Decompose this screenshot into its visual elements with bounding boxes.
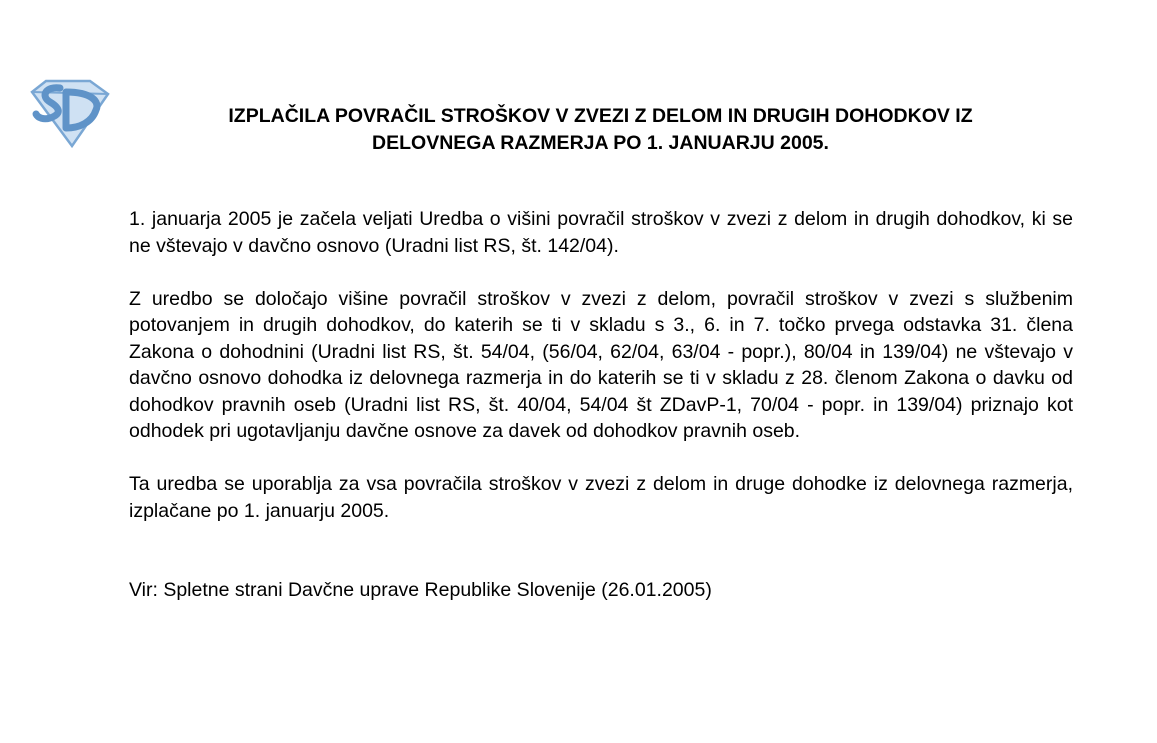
source-note: Vir: Spletne strani Davčne uprave Republike Slovenije (26.01.2005)	[129, 579, 712, 601]
document-body	[129, 206, 1073, 630]
sd-diamond-logo-icon	[26, 78, 112, 150]
paragraph-3: Ta uredba se uporablja za vsa povračila stroškov v zvezi z delom in druge dohodke iz delovnega razmerja, izplačane po 1. januarju 2005.	[129, 473, 1073, 522]
title-line-2: DELOVNEGA RAZMERJA PO 1. JANUARJU 2005.	[372, 132, 829, 154]
document-title	[128, 103, 1073, 157]
title-line-1: IZPLAČILA POVRAČIL STROŠKOV V ZVEZI Z DELOM IN DRUGIH DOHODKOV IZ	[228, 105, 973, 127]
paragraph-1: 1. januarja 2005 je začela veljati Uredba o višini povračil stroškov v zvezi z delom in drugih dohodkov, ki se ne vštevajo v davčno osnovo (Uradni list RS, št. 142/04).	[129, 208, 1073, 257]
paragraph-2: Z uredbo se določajo višine povračil stroškov v zvezi z delom, povračil stroškov v zvezi s službenim potovanjem in drugih dohodkov, do katerih se ti v skladu s 3., 6. in 7. točko prvega odstavka 31. člena Zakona o dohodnini (Uradni list RS, št. 54/04, (56/04, 62/04, 63/04 - popr.), 80/04 in 139/04) ne vštevajo v davčno osnovo dohodka iz delovnega razmerja in do katerih se ti v skladu z 28. členom Zakona o davku od dohodkov pravnih oseb (Uradni list RS, št. 40/04, 54/04 št ZDavP-1, 70/04 - popr. in 139/04) priznajo kot odhodek pri ugotavljanju davčne osnove za davek od dohodkov pravnih oseb.	[129, 287, 1073, 442]
